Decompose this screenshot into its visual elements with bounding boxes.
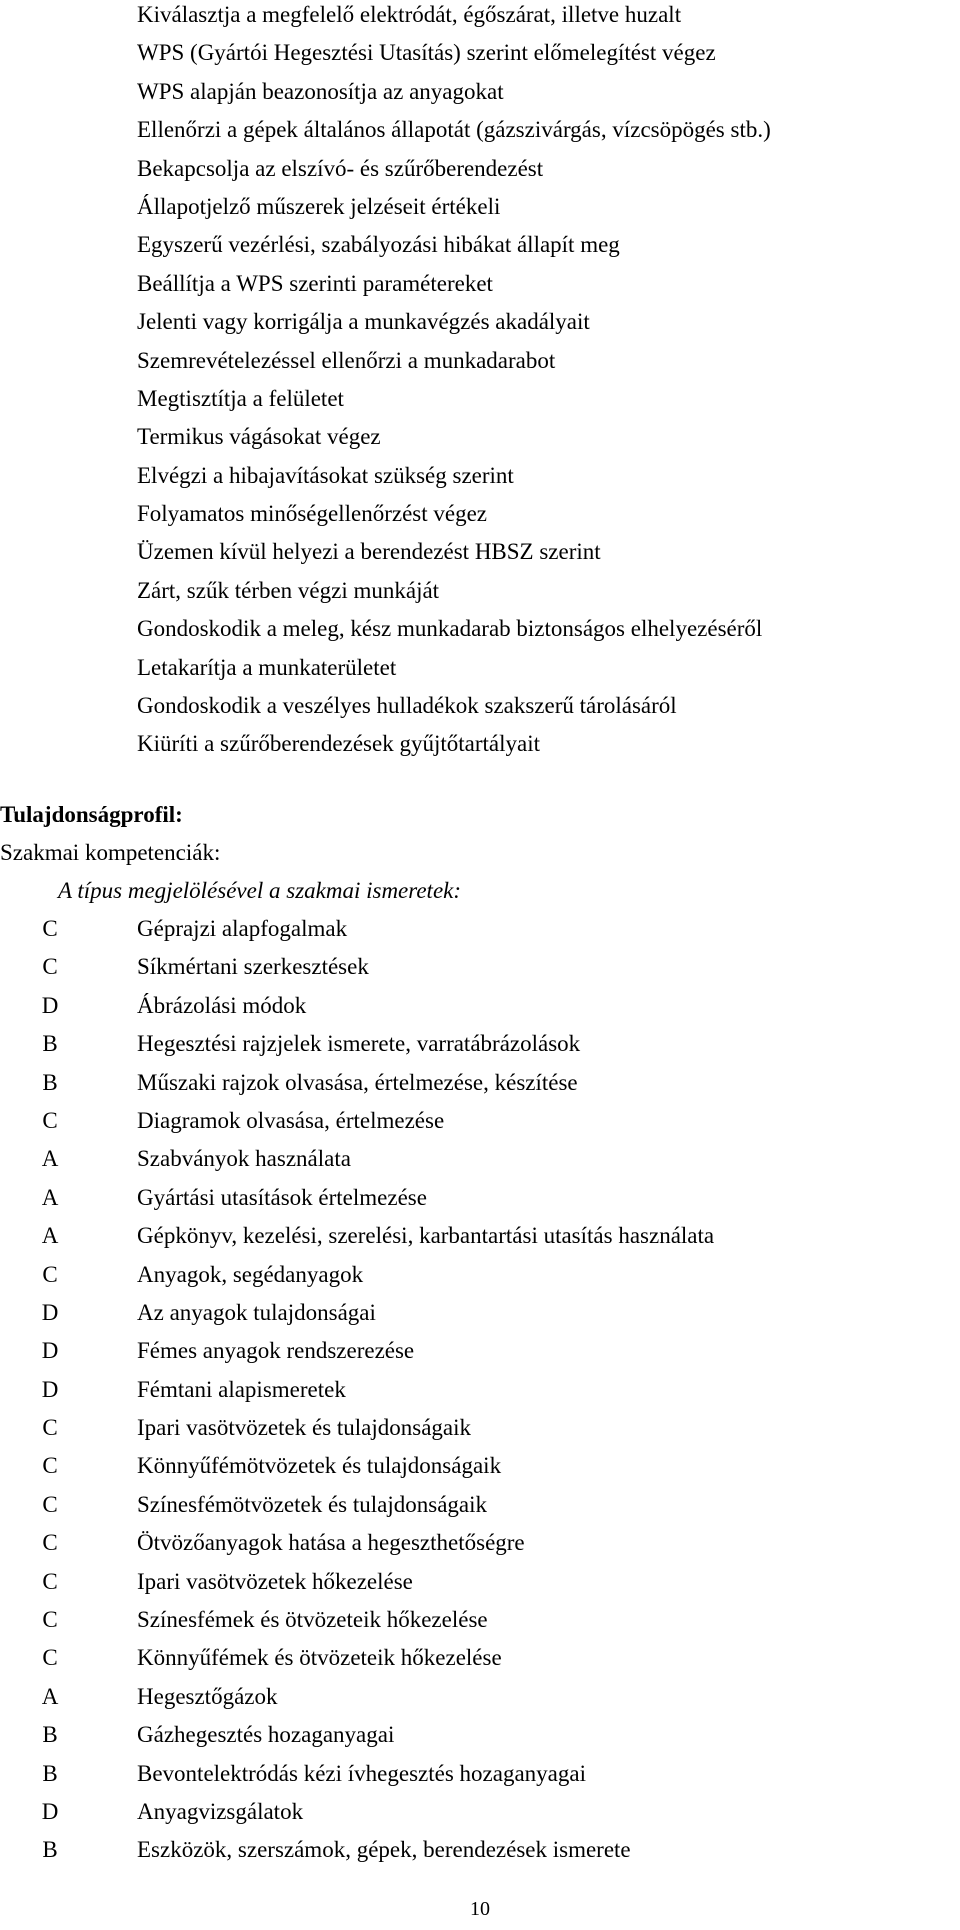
competency-type: D [41,992,59,1018]
competency-type: D [41,1376,59,1402]
competency-text: Ábrázolási módok [137,992,307,1018]
competency-text: Gépkönyv, kezelési, szerelési, karbantartási utasítás használata [137,1223,715,1249]
competency-text: Az anyagok tulajdonságai [137,1299,376,1325]
task-item: Termikus vágásokat végez [137,424,381,450]
task-item: Üzemen kívül helyezi a berendezést HBSZ szerint [137,539,601,565]
competency-text: Anyagvizsgálatok [137,1798,304,1824]
competency-text: Műszaki rajzok olvasása, értelmezése, készítése [137,1069,578,1095]
competency-type: A [41,1223,59,1249]
competency-text: Anyagok, segédanyagok [137,1261,364,1287]
competency-text: Könnyűfémek és ötvözeteik hőkezelése [137,1645,502,1671]
competency-text: Fémtani alapismeretek [137,1376,346,1402]
task-item: Megtisztítja a felületet [137,385,344,411]
task-item: Beállítja a WPS szerinti paramétereket [137,270,493,296]
competency-text: Eszközök, szerszámok, gépek, berendezések ismerete [137,1837,631,1863]
task-list [137,0,771,764]
task-item: Állapotjelző műszerek jelzéseit értékeli [137,193,501,219]
competency-type: C [42,1568,58,1594]
competency-type: B [42,1837,58,1863]
task-item: Kiválasztja a megfelelő elektródát, égőszárat, illetve huzalt [137,2,682,27]
competency-type: A [41,1683,59,1709]
competency-text: Hegesztési rajzjelek ismerete, varratábrázolások [137,1031,581,1057]
competency-text: Ipari vasötvözetek és tulajdonságaik [137,1415,472,1441]
task-item: Szemrevételezéssel ellenőrzi a munkadarabot [137,347,556,373]
task-item: Jelenti vagy korrigálja a munkavégzés akadályait [137,309,590,335]
profile-heading: Tulajdonságprofil: [0,802,183,827]
competency-type: A [41,1146,59,1172]
competency-type: C [42,1645,58,1671]
task-item: WPS (Gyártói Hegesztési Utasítás) szerint előmelegítést végez [137,40,716,66]
competency-type: B [42,1031,58,1057]
competency-type: C [42,1107,58,1133]
competency-type: C [42,916,58,941]
competency-type: D [41,1299,59,1325]
competency-text: Ipari vasötvözetek hőkezelése [137,1568,413,1594]
task-item: Egyszerű vezérlési, szabályozási hibákat állapít meg [137,232,620,258]
task-item: Elvégzi a hibajavításokat szükség szerint [137,462,514,488]
competency-type: C [42,1415,58,1441]
knowledge-type-caption: A típus megjelölésével a szakmai ismeretek: [58,878,462,903]
task-item: Bekapcsolja az elszívó- és szűrőberendezést [137,155,544,181]
competency-type: C [42,1453,58,1479]
competency-type: C [42,1491,58,1517]
competency-text: Hegesztőgázok [137,1683,278,1709]
task-item: Gondoskodik a veszélyes hulladékok szakszerű tárolásáról [137,693,677,719]
task-item: Kiüríti a szűrőberendezések gyűjtőtartályait [137,731,540,757]
task-item: Zárt, szűk térben végzi munkáját [137,577,440,603]
task-item: WPS alapján beazonosítja az anyagokat [137,78,504,104]
competency-text: Bevontelektródás kézi ívhegesztés hozaganyagai [137,1760,586,1786]
competency-type: C [42,1530,58,1556]
competency-type: B [42,1760,58,1786]
task-item: Ellenőrzi a gépek általános állapotát (gázszivárgás, vízcsöpögés stb.) [137,117,771,143]
competency-text: Szabványok használata [137,1146,351,1172]
competency-type: C [42,954,58,980]
task-item: Gondoskodik a meleg, kész munkadarab biztonságos elhelyezéséről [137,616,763,642]
competency-text: Színesfémek és ötvözeteik hőkezelése [137,1607,488,1633]
page-number: 10 [470,1898,490,1920]
competency-text: Gázhegesztés hozaganyagai [137,1722,395,1748]
competency-text: Könnyűfémötvözetek és tulajdonságaik [137,1453,502,1479]
task-item: Letakarítja a munkaterületet [137,654,397,680]
competency-type: B [42,1069,58,1095]
competency-text: Gyártási utasítások értelmezése [137,1184,427,1210]
competency-text: Diagramok olvasása, értelmezése [137,1107,445,1133]
competency-type: C [42,1261,58,1287]
competency-type: D [41,1338,59,1364]
competency-type: B [42,1722,58,1748]
competency-text: Ötvözőanyagok hatása a hegeszthetőségre [137,1530,525,1556]
competency-text: Géprajzi alapfogalmak [137,916,348,941]
competency-type: C [42,1607,58,1633]
competency-type: D [41,1798,59,1824]
competency-text: Színesfémötvözetek és tulajdonságaik [137,1491,488,1517]
competencies-subheading: Szakmai kompetenciák: [0,840,221,865]
competency-text: Síkmértani szerkesztések [137,954,369,980]
task-item: Folyamatos minőségellenőrzést végez [137,501,488,527]
competency-text: Fémes anyagok rendszerezése [137,1338,415,1364]
competency-type: A [41,1184,59,1210]
